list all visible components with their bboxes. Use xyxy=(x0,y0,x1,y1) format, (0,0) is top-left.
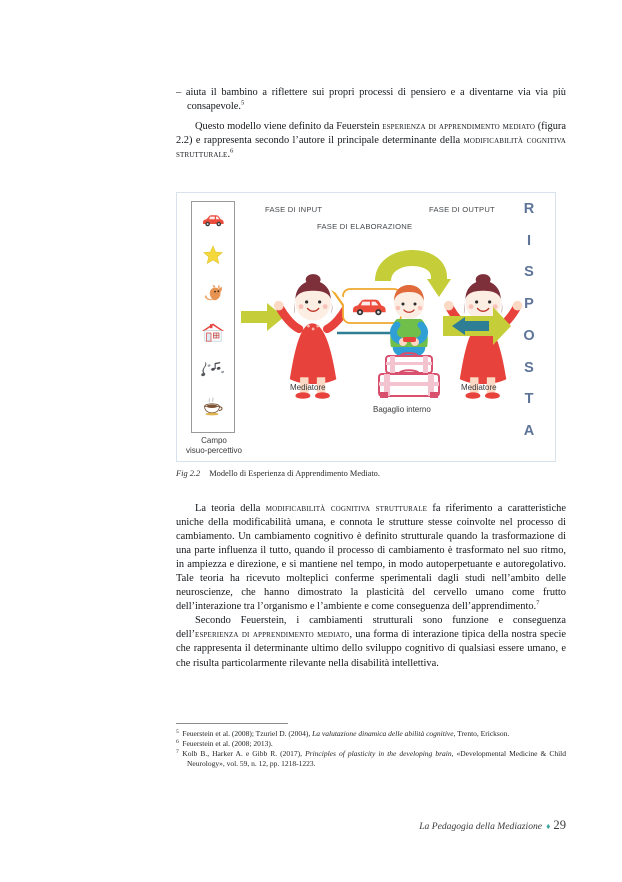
paragraph-teoria xyxy=(176,502,566,614)
figure-frame xyxy=(176,192,556,462)
footnote-ref-6[interactable]: 6 xyxy=(230,147,234,155)
footnote-5-seg-2: , Trento, Erickson. xyxy=(453,729,510,738)
mediator-left-label: Mediatore xyxy=(290,383,326,392)
page-footer xyxy=(176,818,566,833)
lower-text-block xyxy=(176,502,566,671)
footnote-6-mark: 6 xyxy=(176,738,179,745)
footnote-separator-rule xyxy=(176,723,288,724)
risposta-letter-1: I xyxy=(526,232,532,249)
footnote-7-mark: 7 xyxy=(176,748,179,755)
secondo-seg-2: , una forma di interazione tipica della nostra specie che rappresenta il determinante ultimo dello sviluppo cognitivo di qualsiasi essere umano, e che risulta particolarmente rilevante nella disabilità intellettiva. xyxy=(176,629,566,669)
footnote-6 xyxy=(176,739,566,749)
bullet-line-2: più consapevole. xyxy=(187,87,566,113)
intro-seg-2: (figura 2.2) e rappresenta secondo l’autore il principale determinante della xyxy=(176,121,566,147)
label-fase-di-output: FASE DI OUTPUT xyxy=(429,205,495,214)
footer-book-title: La Pedagogia della Mediazione xyxy=(419,821,543,832)
risposta-letter-4: O xyxy=(523,327,535,344)
visual-field-caption-line-2: visuo-percettivo xyxy=(185,446,243,455)
intro-paragraph xyxy=(176,120,566,162)
footnote-7 xyxy=(176,749,566,768)
footnote-ref-7[interactable]: 7 xyxy=(536,599,540,607)
visual-field-caption-line-1: Campo xyxy=(201,436,227,445)
risposta-letter-7: A xyxy=(523,422,535,439)
baggage-label: Bagaglio interno xyxy=(373,405,431,414)
mediator-right-figure xyxy=(444,274,522,399)
teoria-seg-1: La teoria della xyxy=(195,503,266,514)
baggage-suitcases xyxy=(379,353,439,398)
intro-seg-1: Questo modello viene definito da Feuerstein xyxy=(195,121,383,133)
bullet-dash: – xyxy=(176,87,186,98)
label-fase-di-input: FASE DI INPUT xyxy=(265,205,323,214)
secondo-smallcaps-1: esperienza di apprendimento mediato xyxy=(195,629,350,641)
risposta-letter-3: P xyxy=(524,296,534,313)
teoria-seg-2: fa riferimento a caratteristiche uniche della modificabilità umana, e connota le strutture stesse coinvolte nel processo di cambiamento. Un cambiamento cognitivo è definito strutturale quando la trasformazione di una parte influenza il tutto, quando il processo di cambiamento è trasformato nel suo ritmo, in ampiezza e direzione, e si mantiene nel tempo, in modo autoperpetuante e autoregolativo. Tale teoria ha ricevuto molteplici conferme sperimentali dagli studi nell’ambito delle neuroscienze, che hanno dimostrato la plasticità del cervello umano come frutto dell’interazione tra l’organismo e l’ambiente e come conseguenza dell’apprendimento. xyxy=(176,503,566,613)
label-fase-di-elaborazione: FASE DI ELABORAZIONE xyxy=(317,222,413,231)
intro-seg-3: . xyxy=(227,149,231,161)
top-text-block xyxy=(176,86,566,162)
risposta-letter-2: S xyxy=(524,264,534,281)
risposta-letter-6: T xyxy=(524,391,534,408)
footnote-7-seg-2: , «Developmental Medicine & Child Neurology», vol. 59, n. 12, pp. 1218-1223. xyxy=(187,749,567,768)
intro-smallcaps-2: modificabilità cognitiva strutturale xyxy=(176,135,566,161)
figure-caption xyxy=(176,469,566,478)
footer-diamond-icon: ♦ xyxy=(546,821,551,831)
mediator-left-figure xyxy=(274,274,352,399)
page-number: 29 xyxy=(553,818,566,832)
figure-caption-text: Modello di Esperienza di Apprendimento Mediato. xyxy=(209,469,380,478)
footnote-ref-5[interactable]: 5 xyxy=(240,99,245,107)
footnote-6-seg-1: Feuerstein et al. (2008; 2013). xyxy=(182,739,273,749)
paragraph-secondo xyxy=(176,614,566,670)
risposta-letter-0: R xyxy=(523,201,535,217)
figure-2-2 xyxy=(176,192,558,464)
bullet-line-1: aiuta il bambino a riflettere sui propri processi di pensiero e a diventarne via via xyxy=(185,87,548,98)
secondo-seg-1: Secondo Feuerstein, i cambiamenti strutturali sono funzione e conseguenza dell’ xyxy=(176,615,566,641)
bullet-paragraph xyxy=(176,86,566,114)
child-figure xyxy=(390,285,428,358)
figure-caption-number: Fig 2.2 xyxy=(176,469,201,478)
footnote-5-italic: La valutazione dinamica delle abilità cognitive xyxy=(312,729,454,738)
footnote-5-mark: 5 xyxy=(176,728,179,735)
footnote-5-seg-1: Feuerstein et al. (2008); Tzuriel D. (2004), xyxy=(182,729,313,738)
figure-illustration xyxy=(177,193,556,462)
footnote-7-italic: Principles of plasticity in the developing brain xyxy=(305,749,452,759)
mediator-right-label: Mediatore xyxy=(461,383,497,392)
teoria-smallcaps-1: modificabilità cognitiva strutturale xyxy=(265,503,428,514)
footnote-7-seg-1: Kolb B., Harker A. e Gibb R. (2017), xyxy=(182,749,306,759)
intro-smallcaps-1: esperienza di apprendimento mediato xyxy=(382,121,536,133)
risposta-letter-5: S xyxy=(524,359,534,376)
footnote-5 xyxy=(176,729,566,739)
risposta-vertical-label xyxy=(516,201,542,439)
footnotes-block xyxy=(176,723,566,769)
